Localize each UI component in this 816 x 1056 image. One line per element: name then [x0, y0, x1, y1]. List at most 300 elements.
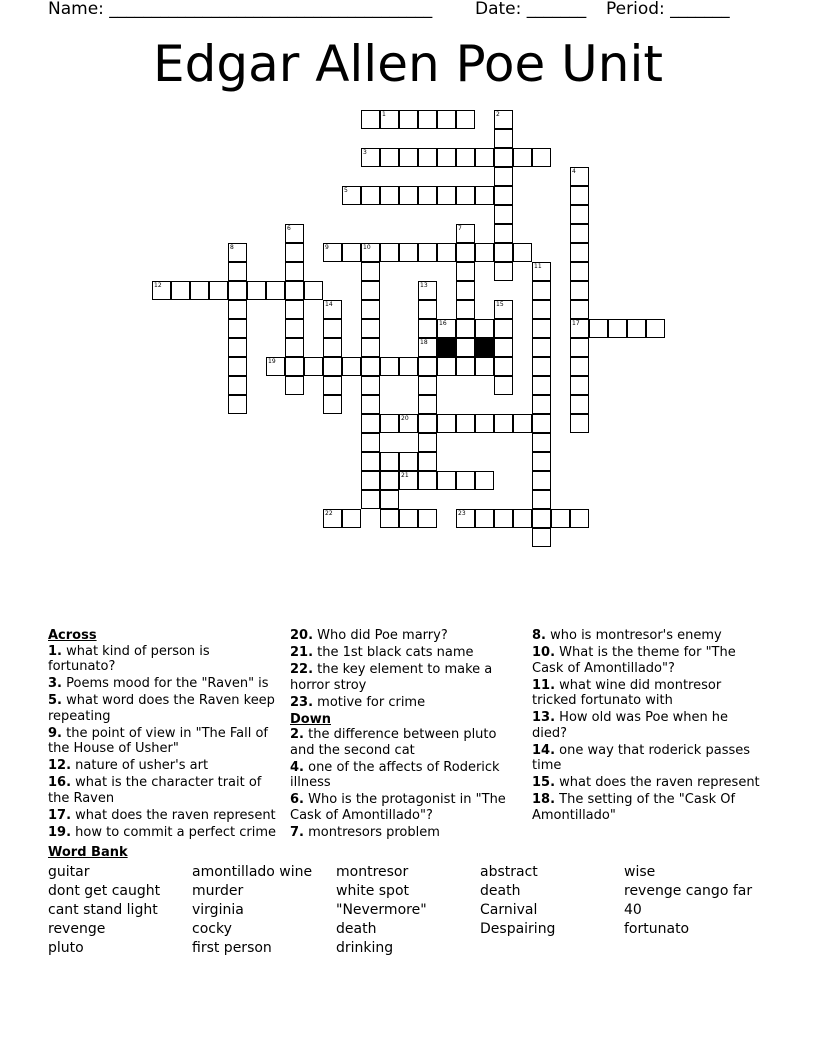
crossword-cell[interactable] [570, 167, 589, 186]
clue-text: what is the character trait of the Raven [48, 775, 262, 806]
clue [290, 695, 522, 711]
clue-number-label: 5. [48, 693, 62, 708]
word-bank-item: cocky [192, 921, 232, 937]
crossword-cell[interactable] [456, 243, 475, 262]
crossword-cell[interactable] [570, 414, 589, 433]
crossword-cell[interactable] [494, 129, 513, 148]
crossword-cell[interactable] [361, 357, 380, 376]
crossword-cell[interactable] [570, 338, 589, 357]
crossword-cell[interactable] [380, 452, 399, 471]
crossword-cell[interactable] [570, 319, 589, 338]
crossword-cell[interactable] [323, 300, 342, 319]
crossword-cell[interactable] [570, 376, 589, 395]
crossword-cell[interactable] [228, 281, 247, 300]
crossword-cell[interactable] [247, 281, 266, 300]
clue [532, 645, 764, 676]
clue-text: the difference between pluto and the second cat [290, 727, 497, 758]
crossword-cell[interactable] [380, 471, 399, 490]
crossword-cell[interactable] [285, 224, 304, 243]
crossword-cell[interactable] [228, 338, 247, 357]
clues-column-2 [290, 628, 522, 842]
crossword-cell[interactable] [323, 243, 342, 262]
clue [290, 628, 522, 644]
crossword-cell[interactable] [323, 376, 342, 395]
clue-number-label: 21. [290, 645, 314, 660]
crossword-cell[interactable] [285, 300, 304, 319]
crossword-cell[interactable] [437, 319, 456, 338]
crossword-cell[interactable] [342, 357, 361, 376]
crossword-cell[interactable] [285, 357, 304, 376]
clue [290, 662, 522, 693]
crossword-cell[interactable] [456, 357, 475, 376]
crossword-cell[interactable] [304, 357, 323, 376]
crossword-cell[interactable] [456, 509, 475, 528]
crossword-cell[interactable] [570, 395, 589, 414]
crossword-cell[interactable] [418, 509, 437, 528]
crossword-cell[interactable] [494, 319, 513, 338]
clue-number: 16 [439, 320, 447, 327]
crossword-cell[interactable] [266, 281, 285, 300]
crossword-cell[interactable] [456, 300, 475, 319]
crossword-cell[interactable] [532, 490, 551, 509]
crossword-cell[interactable] [513, 243, 532, 262]
clue-text: Who did Poe marry? [313, 628, 448, 643]
crossword-cell[interactable] [494, 338, 513, 357]
clue [532, 628, 764, 644]
word-bank-item: cant stand light [48, 902, 158, 918]
crossword-cell[interactable] [399, 471, 418, 490]
crossword-cell[interactable] [456, 338, 475, 357]
crossword-cell[interactable] [532, 281, 551, 300]
crossword-cell[interactable] [418, 186, 437, 205]
crossword-cell[interactable] [361, 433, 380, 452]
crossword-cell[interactable] [228, 319, 247, 338]
clue-number-label: 22. [290, 662, 314, 677]
word-bank-item: 40 [624, 902, 642, 918]
crossword-cell[interactable] [532, 528, 551, 547]
crossword-cell[interactable] [399, 357, 418, 376]
crossword-cell[interactable] [570, 224, 589, 243]
crossword-cell[interactable] [323, 395, 342, 414]
word-bank-item: death [480, 883, 521, 899]
crossword-cell[interactable] [418, 338, 437, 357]
clue-number-label: 16. [48, 775, 72, 790]
crossword-cell[interactable] [494, 243, 513, 262]
clue [532, 792, 764, 823]
crossword-cell[interactable] [171, 281, 190, 300]
crossword-cell[interactable] [228, 395, 247, 414]
clue-text: who is montresor's enemy [545, 628, 722, 643]
clue-number: 21 [401, 472, 409, 479]
crossword-cell[interactable] [437, 148, 456, 167]
clue-text: the 1st black cats name [313, 645, 474, 660]
clue [290, 645, 522, 661]
crossword-cell[interactable] [456, 224, 475, 243]
crossword-cell[interactable] [399, 148, 418, 167]
crossword-cell[interactable] [494, 205, 513, 224]
word-bank-item: fortunato [624, 921, 690, 937]
clue-number: 9 [325, 244, 329, 251]
crossword-cell[interactable] [285, 281, 304, 300]
clue-number-label: 7. [290, 824, 304, 840]
crossword-cell[interactable] [475, 471, 494, 490]
crossword-cell[interactable] [570, 243, 589, 262]
crossword-cell[interactable] [532, 319, 551, 338]
crossword-cell[interactable] [532, 471, 551, 490]
crossword-cell[interactable] [570, 205, 589, 224]
crossword-cell[interactable] [475, 319, 494, 338]
crossword-cell[interactable] [418, 376, 437, 395]
page-title: Edgar Allen Poe Unit [153, 35, 663, 93]
clue [532, 710, 764, 741]
crossword-cell[interactable] [418, 395, 437, 414]
crossword-cell[interactable] [285, 262, 304, 281]
clue-text: the point of view in "The Fall of the House of Usher" [48, 725, 269, 756]
crossword-cell[interactable] [475, 509, 494, 528]
word-bank-item: drinking [336, 940, 394, 956]
crossword-cell[interactable] [513, 148, 532, 167]
crossword-cell[interactable] [475, 243, 494, 262]
crossword-cell[interactable] [570, 509, 589, 528]
clue-text: one of the affects of Roderick illness [290, 759, 500, 790]
clues-column-1 [48, 628, 280, 842]
clue [290, 792, 522, 823]
clue-text: The setting of the "Cask Of Amontillado" [532, 792, 736, 823]
clue-number-label: 3. [48, 676, 62, 691]
crossword-cell[interactable] [399, 186, 418, 205]
crossword-cell[interactable] [437, 357, 456, 376]
crossword-cell[interactable] [418, 433, 437, 452]
clue [290, 727, 522, 758]
word-bank-item: white spot [336, 883, 410, 899]
crossword-cell[interactable] [380, 357, 399, 376]
crossword-cell[interactable] [532, 338, 551, 357]
crossword-cell[interactable] [190, 281, 209, 300]
clue-number-label: 10. [532, 645, 556, 660]
crossword-cell[interactable] [532, 414, 551, 433]
crossword-cell[interactable] [418, 148, 437, 167]
crossword-cell[interactable] [646, 319, 665, 338]
clue [290, 825, 522, 841]
crossword-cell[interactable] [323, 338, 342, 357]
clue-text: What is the theme for "The Cask of Amontillado"? [532, 645, 736, 676]
clue [48, 726, 280, 757]
clues-column-3 [532, 628, 764, 825]
word-bank-item: montresor [336, 864, 409, 880]
clue [532, 743, 764, 774]
clue [48, 644, 280, 675]
clue-number-label: 20. [290, 628, 314, 643]
crossword-cell[interactable] [285, 319, 304, 338]
clue-number-label: 23. [290, 694, 314, 710]
crossword-cell[interactable] [361, 262, 380, 281]
crossword-cell[interactable] [494, 300, 513, 319]
clue-text: how to commit a perfect crime [71, 824, 276, 840]
crossword-cell[interactable] [361, 319, 380, 338]
word-bank-item: revenge [48, 921, 106, 937]
crossword-cell[interactable] [285, 243, 304, 262]
crossword-cell[interactable] [418, 281, 437, 300]
crossword-cell[interactable] [361, 243, 380, 262]
crossword-cell[interactable] [399, 414, 418, 433]
clue-number: 18 [420, 339, 428, 346]
clue [48, 775, 280, 806]
word-bank-item: revenge cango far [624, 883, 753, 899]
crossword-cell[interactable] [361, 414, 380, 433]
crossword-cell[interactable] [361, 300, 380, 319]
crossword-cell[interactable] [532, 433, 551, 452]
clue-number-label: 11. [532, 677, 556, 693]
crossword-cell[interactable] [418, 319, 437, 338]
crossword-cell[interactable] [228, 376, 247, 395]
crossword-cell[interactable] [323, 319, 342, 338]
crossword-cell[interactable] [475, 186, 494, 205]
crossword-cell[interactable] [437, 243, 456, 262]
clue-number: 17 [572, 320, 580, 327]
crossword-cell[interactable] [228, 300, 247, 319]
clue-number-label: 13. [532, 710, 556, 725]
crossword-cell[interactable] [380, 148, 399, 167]
word-bank-item: Carnival [480, 902, 538, 918]
crossword-cell[interactable] [494, 509, 513, 528]
crossword-cell[interactable] [380, 509, 399, 528]
crossword-cell[interactable] [532, 357, 551, 376]
word-bank-item: dont get caught [48, 883, 161, 899]
crossword-cell[interactable] [513, 509, 532, 528]
clue-text: motive for crime [313, 694, 426, 710]
crossword-cell[interactable] [494, 148, 513, 167]
clue-number: 10 [363, 244, 371, 251]
crossword-cell[interactable] [456, 281, 475, 300]
crossword-cell[interactable] [342, 509, 361, 528]
crossword-cell[interactable] [380, 414, 399, 433]
word-bank-item: guitar [48, 864, 90, 880]
crossword-cell[interactable] [456, 319, 475, 338]
clue-number: 1 [382, 111, 386, 118]
crossword-cell[interactable] [570, 357, 589, 376]
crossword-cell[interactable] [418, 414, 437, 433]
clue-number: 6 [287, 225, 291, 232]
crossword-cell[interactable] [494, 414, 513, 433]
crossword-cell[interactable] [361, 395, 380, 414]
clue-number: 11 [534, 263, 542, 270]
clue-number: 13 [420, 282, 428, 289]
date-field[interactable]: Date: _______ [475, 0, 587, 19]
clue-text: what wine did montresor tricked fortunato with [532, 677, 722, 708]
clue-number: 3 [363, 149, 367, 156]
crossword-cell[interactable] [418, 300, 437, 319]
period-field[interactable]: Period: _______ [606, 0, 730, 19]
clue [532, 775, 764, 791]
crossword-cell[interactable] [418, 452, 437, 471]
clue-text: the key element to make a horror stroy [290, 662, 493, 693]
crossword-cell[interactable] [361, 376, 380, 395]
crossword-cell[interactable] [532, 148, 551, 167]
crossword-cell[interactable] [399, 110, 418, 129]
crossword-cell[interactable] [532, 452, 551, 471]
crossword-cell[interactable] [361, 452, 380, 471]
clue-number: 15 [496, 301, 504, 308]
name-field[interactable]: Name: ______________________________________ [48, 0, 433, 19]
clue-number-label: 2. [290, 727, 304, 742]
crossword-cell[interactable] [418, 357, 437, 376]
down-heading: Down [290, 711, 331, 727]
crossword-cell[interactable] [152, 281, 171, 300]
crossword-cell[interactable] [399, 509, 418, 528]
clue-text: montresors problem [303, 824, 440, 840]
crossword-cell[interactable] [456, 471, 475, 490]
clue-number: 2 [496, 111, 500, 118]
crossword-cell[interactable] [380, 110, 399, 129]
word-bank-item: death [336, 921, 377, 937]
clue-text: what does the raven represent [71, 807, 276, 823]
crossword-cell[interactable] [437, 110, 456, 129]
across-heading: Across [48, 628, 97, 643]
clue-text: one way that roderick passes time [532, 742, 751, 773]
crossword-cell[interactable] [228, 243, 247, 262]
crossword-cell[interactable] [304, 281, 323, 300]
clue-number: 5 [344, 187, 348, 194]
crossword-cell[interactable] [456, 110, 475, 129]
crossword-black-cell [475, 338, 494, 357]
crossword-cell[interactable] [513, 414, 532, 433]
crossword-cell[interactable] [456, 148, 475, 167]
crossword-cell[interactable] [494, 186, 513, 205]
crossword-cell[interactable] [399, 243, 418, 262]
crossword-cell[interactable] [437, 186, 456, 205]
crossword-cell[interactable] [323, 357, 342, 376]
clue-number: 20 [401, 415, 409, 422]
crossword-cell[interactable] [342, 186, 361, 205]
crossword-cell[interactable] [380, 243, 399, 262]
word-bank-item: amontillado wine [192, 864, 313, 880]
clue-number: 22 [325, 510, 333, 517]
crossword-cell[interactable] [323, 509, 342, 528]
crossword-cell[interactable] [532, 300, 551, 319]
crossword-cell[interactable] [418, 471, 437, 490]
crossword-cell[interactable] [228, 357, 247, 376]
crossword-cell[interactable] [361, 186, 380, 205]
clue-text: How old was Poe when he died? [532, 710, 729, 741]
clue [532, 678, 764, 709]
crossword-cell[interactable] [494, 167, 513, 186]
crossword-cell[interactable] [494, 262, 513, 281]
clue-number-label: 19. [48, 824, 72, 840]
clue-number-label: 6. [290, 792, 304, 807]
crossword-cell[interactable] [342, 243, 361, 262]
crossword-cell[interactable] [494, 357, 513, 376]
clue-number: 19 [268, 358, 276, 365]
crossword-cell[interactable] [380, 186, 399, 205]
crossword-cell[interactable] [399, 452, 418, 471]
clue-number: 23 [458, 510, 466, 517]
clue-text: what does the raven represent [555, 775, 760, 790]
word-bank-title: Word Bank [48, 845, 128, 860]
crossword-cell[interactable] [456, 262, 475, 281]
crossword-cell[interactable] [589, 319, 608, 338]
clue [48, 808, 280, 824]
crossword-cell[interactable] [361, 281, 380, 300]
clue-number-label: 1. [48, 643, 62, 659]
word-bank-item: "Nevermore" [336, 902, 427, 918]
clue-number-label: 17. [48, 807, 72, 823]
crossword-cell[interactable] [627, 319, 646, 338]
crossword-cell[interactable] [475, 414, 494, 433]
clue-text: Poems mood for the "Raven" is [61, 676, 269, 691]
crossword-cell[interactable] [437, 414, 456, 433]
crossword-cell[interactable] [418, 110, 437, 129]
crossword-cell[interactable] [361, 148, 380, 167]
clue-text: Who is the protagonist in "The Cask of Amontillado"? [290, 792, 506, 823]
crossword-cell[interactable] [570, 300, 589, 319]
crossword-cell[interactable] [570, 281, 589, 300]
word-bank-item: abstract [480, 864, 538, 880]
crossword-cell[interactable] [532, 262, 551, 281]
crossword-cell[interactable] [209, 281, 228, 300]
crossword-cell[interactable] [494, 376, 513, 395]
crossword-cell[interactable] [551, 509, 570, 528]
clue-number-label: 8. [532, 628, 546, 643]
word-bank-item: wise [624, 864, 656, 880]
crossword-cell[interactable] [532, 376, 551, 395]
clue-number: 12 [154, 282, 162, 289]
clue [48, 676, 280, 692]
crossword-cell[interactable] [380, 490, 399, 509]
crossword-cell[interactable] [361, 338, 380, 357]
clue-text: nature of usher's art [71, 758, 209, 773]
crossword-cell[interactable] [475, 148, 494, 167]
crossword-cell[interactable] [361, 490, 380, 509]
word-bank-item: pluto [48, 940, 84, 956]
clue-number: 4 [572, 168, 576, 175]
crossword-cell[interactable] [570, 262, 589, 281]
crossword-cell[interactable] [456, 186, 475, 205]
clue [48, 693, 280, 724]
crossword-cell[interactable] [228, 262, 247, 281]
clue [48, 758, 280, 774]
clue-text: what word does the Raven keep repeating [48, 693, 275, 724]
clue [290, 760, 522, 791]
crossword-cell[interactable] [361, 471, 380, 490]
clue-number: 8 [230, 244, 234, 251]
clue-number: 7 [458, 225, 462, 232]
crossword-cell[interactable] [285, 338, 304, 357]
crossword-cell[interactable] [285, 376, 304, 395]
clue [48, 825, 280, 841]
clue-number: 14 [325, 301, 333, 308]
crossword-cell[interactable] [475, 357, 494, 376]
crossword-cell[interactable] [437, 471, 456, 490]
crossword-cell[interactable] [494, 224, 513, 243]
crossword-cell[interactable] [570, 186, 589, 205]
clue-number-label: 15. [532, 775, 556, 790]
crossword-cell[interactable] [456, 414, 475, 433]
word-bank-item: murder [192, 883, 244, 899]
word-bank-item: first person [192, 940, 272, 956]
word-bank-item: virginia [192, 902, 244, 918]
clue-text: what kind of person is fortunato? [48, 643, 210, 674]
clue-number-label: 18. [532, 792, 556, 807]
clue-number-label: 12. [48, 758, 72, 773]
crossword-cell[interactable] [266, 357, 285, 376]
crossword-cell[interactable] [608, 319, 627, 338]
crossword-cell[interactable] [532, 509, 551, 528]
crossword-cell[interactable] [494, 110, 513, 129]
crossword-cell[interactable] [418, 243, 437, 262]
crossword-cell[interactable] [361, 110, 380, 129]
clue-number-label: 9. [48, 725, 62, 741]
crossword-cell[interactable] [532, 395, 551, 414]
